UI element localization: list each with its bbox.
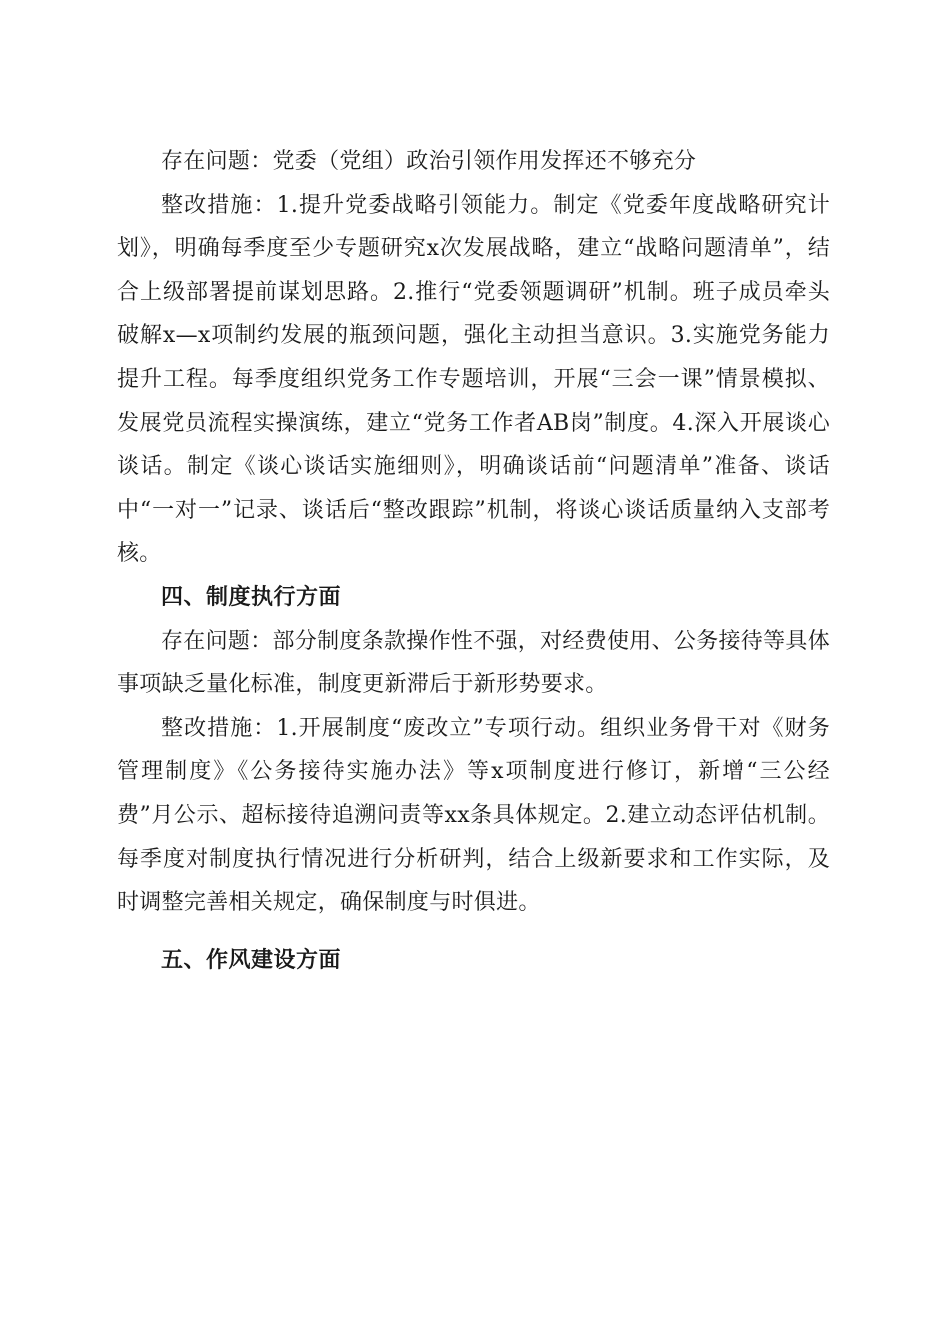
problem-paragraph-party-leadership: 存在问题：党委（党组）政治引领作用发挥还不够充分 <box>161 149 697 174</box>
section-heading-work-style: 五、作风建设方面 <box>161 947 342 973</box>
document-body <box>117 140 830 982</box>
measures-paragraph-institution: 整改措施：1.开展制度“废改立”专项行动。组织业务骨干对《财务管理制度》《公务接待实施办法》等x项制度进行修订，新增“三公经费”月公示、超标接待追溯问责等xx条具体规定。2.建立动态评估机制。每季度对制度执行情况进行分析研判，结合上级新要求和工作实际，及时调整完善相关规定，确保制度与时俱进。 <box>117 715 830 916</box>
problem-paragraph-institution: 存在问题：部分制度条款操作性不强，对经费使用、公务接待等具体事项缺乏量化标准，制度更新滞后于新形势要求。 <box>117 628 831 698</box>
measures-paragraph-party-leadership: 整改措施：1.提升党委战略引领能力。制定《党委年度战略研究计划》，明确每季度至少专题研究x次发展战略，建立“战略问题清单”，结合上级部署提前谋划思路。2.推行“党委领题调研”机制。班子成员牵头破解x—x项制约发展的瓶颈问题，强化主动担当意识。3.实施党务能力提升工程。每季度组织党务工作专题培训，开展“三会一课”情景模拟、发展党员流程实操演练，建立“党务工作者AB岗”制度。4.深入开展谈心谈话。制定《谈心谈话实施细则》，明确谈话前“问题清单”准备、谈话中“一对一”记录、谈话后“整改跟踪”机制，将谈心谈话质量纳入支部考核。 <box>117 192 830 567</box>
section-heading-institution-execution: 四、制度执行方面 <box>161 584 342 610</box>
